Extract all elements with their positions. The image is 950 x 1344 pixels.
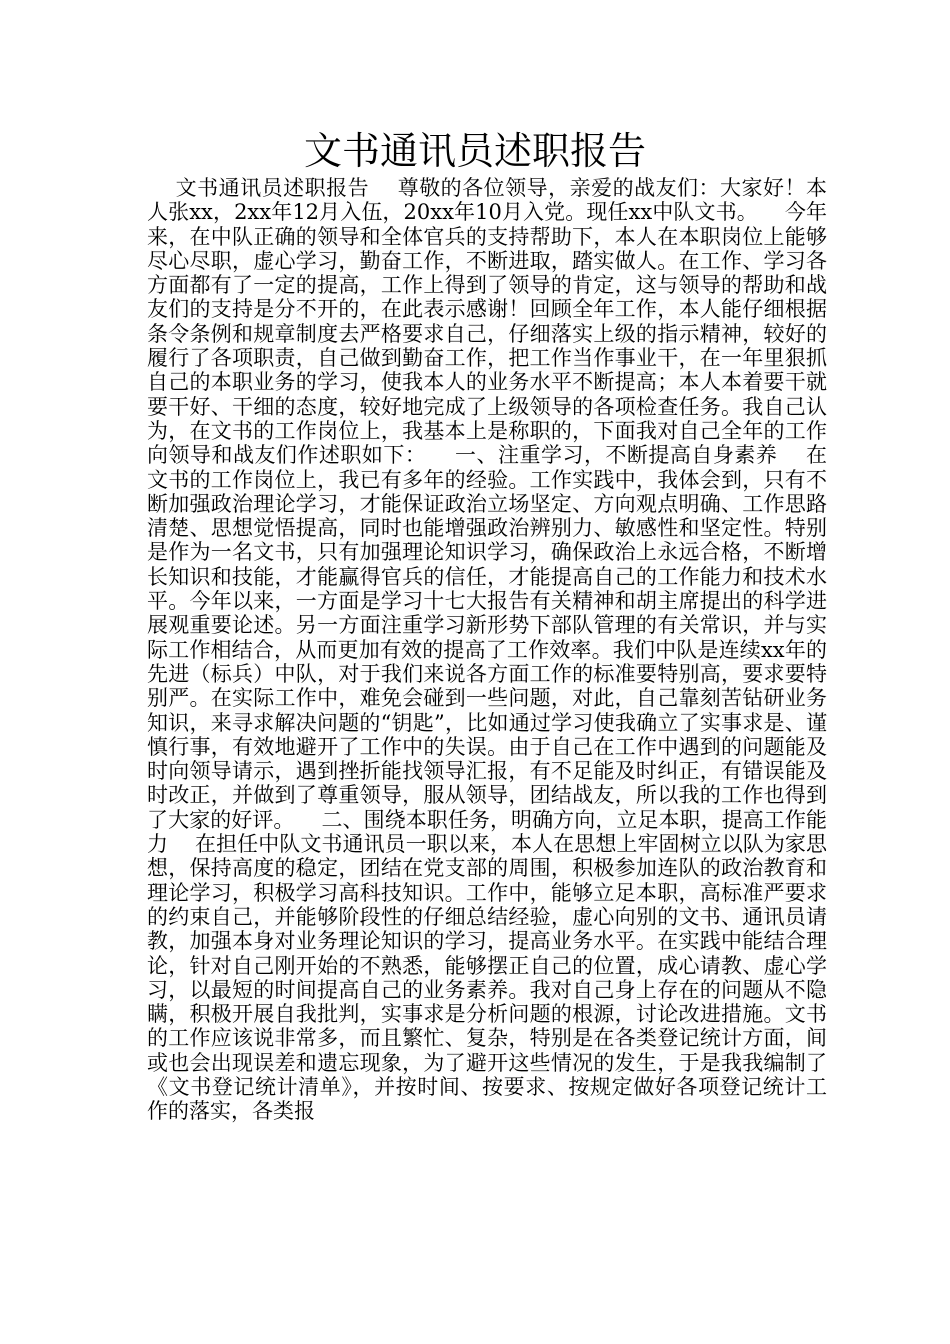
- document-body: 文书通讯员述职报告 尊敬的各位领导，亲爱的战友们：大家好！本人张xx，2xx年12月入伍，20xx年10月入党。现任xx中队文书。 今年来，在中队正确的领导和全体官兵的支持帮助下，本人在本职岗位上能够尽心尽职，虚心学习，勤奋工作，不断进取，踏实做人。在工作、学习各方面都有了一定的提高，工作上得到了领导的肯定，这与领导的帮助和战友们的支持是分不开的，在此表示感谢！回顾全年工作，本人能仔细根据条令条例和规章制度去严格要求自己，仔细落实上级的指示精神，较好的履行了各项职责，自己做到勤奋工作，把工作当作事业干，在一年里狠抓自己的本职业务的学习，使我本人的业务水平不断提高；本人本着要干就要干好、干细的态度，较好地完成了上级领导的各项检查任务。我自己认为，在文书的工作岗位上，我基本上是称职的，下面我对自己全年的工作向领导和战友们作述职如下： 一、注重学习，不断提高自身素养 在文书的工作岗位上，我已有多年的经验。工作实践中，我体会到，只有不断加强政治理论学习，才能保证政治立场坚定、方向观点明确、工作思路清楚、思想觉悟提高，同时也能增强政治辨别力、敏感性和坚定性。特别是作为一名文书，只有加强理论知识学习，确保政治上永远合格，不断增长知识和技能，才能赢得官兵的信任，才能提高自己的工作能力和技术水平。今年以来，一方面是学习十七大报告有关精神和胡主席提出的科学进展观重要论述。另一方面注重学习新形势下部队管理的有关常识，并与实际工作相结合，从而更加有效的提高了工作效率。我们中队是连续xx年的先进（标兵）中队，对于我们来说各方面工作的标准要特别高，要求要特别严。在实际工作中，难免会碰到一些问题，对此，自己靠刻苦钻研业务知识，来寻求解决问题的“钥匙”，比如通过学习使我确立了实事求是、谨慎行事，有效地避开了工作中的失误。由于自己在工作中遇到的问题能及时向领导请示，遇到挫折能找领导汇报，有不足能及时纠正，有错误能及时改正，并做到了尊重领导，服从领导，团结战友，所以我的工作也得到了大家的好评。 二、围绕本职任务，明确方向，立足本职，提高工作能力 在担任中队文书通讯员一职以来，本人在思想上牢固树立以队为家思想，保持高度的稳定，团结在党支部的周围，积极参加连队的政治教育和理论学习，积极学习高科技知识。工作中，能够立足本职，高标准严要求的约束自己，并能够阶段性的仔细总结经验，虚心向别的文书、通讯员请教，加强本身对业务理论知识的学习，提高业务水平。在实践中能结合理论，针对自己刚开始的不熟悉，能够摆正自己的位置，成心请教、虚心学习，以最短的时间提高自己的业务素养。我对自己身上存在的问题从不隐瞒，积极开展自我批判，实事求是分析问题的根源，讨论改进措施。文书的工作应该说非常多，而且繁忙、复杂，特别是在各类登记统计方面，间或也会出现误差和遗忘现象，为了避开这些情况的发生，于是我我编制了《文书登记统计清单》，并按时间、按要求、按规定做好各项登记统计工作的落实，各类报: [147, 176, 827, 1124]
- document-title: 文书通讯员述职报告: [303, 129, 646, 173]
